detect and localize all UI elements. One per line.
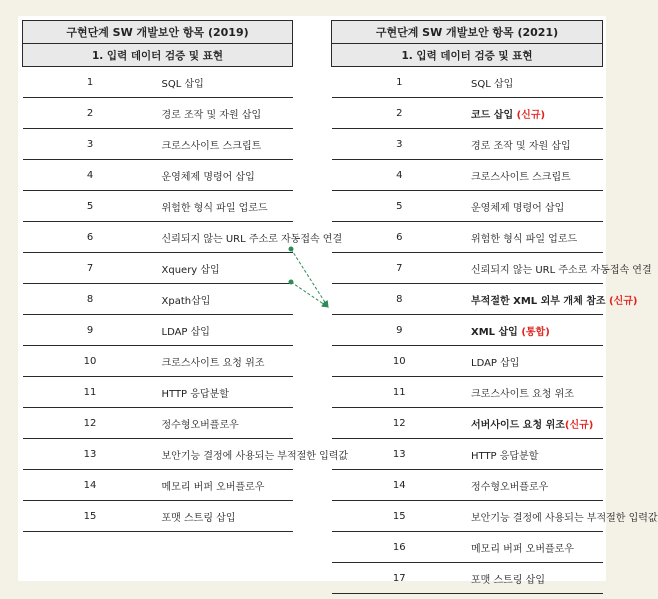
row-number: 11 [332, 377, 468, 408]
row-number: 1 [332, 67, 468, 98]
category-label-2021: 1. 입력 데이터 검증 및 표현 [332, 44, 603, 67]
item-text: Xpath삽입 [161, 295, 211, 307]
row-number: 13 [332, 439, 468, 470]
row-number: 2 [23, 98, 158, 129]
table-title-2021: 구현단계 SW 개발보안 항목 (2021) [332, 21, 603, 44]
row-number: 8 [332, 284, 468, 315]
row-number: 6 [332, 222, 468, 253]
item-text: 부적절한 XML 외부 개체 참조 [471, 295, 610, 307]
item-text: 서버사이드 요청 위조 [471, 419, 565, 431]
item-text: 경로 조작 및 자원 삽입 [471, 140, 571, 152]
row-number: 5 [332, 191, 468, 222]
category-label-2019: 1. 입력 데이터 검증 및 표현 [23, 44, 293, 67]
row-number: 12 [332, 408, 468, 439]
row-number: 10 [23, 346, 158, 377]
row-number: 11 [23, 377, 158, 408]
change-tag: (신규) [516, 109, 546, 121]
row-number: 10 [332, 346, 468, 377]
item-text: LDAP 삽입 [471, 357, 520, 369]
row-number: 17 [332, 563, 468, 594]
item-text: 보안기능 결정에 사용되는 부적절한 입력값 [161, 450, 349, 462]
item-text: SQL 삽입 [471, 78, 514, 90]
row-number: 9 [332, 315, 468, 346]
row-number: 3 [332, 129, 468, 160]
item-text: 크로스사이트 요청 위조 [161, 357, 265, 369]
change-tag: (통합) [521, 326, 550, 338]
item-text: 위험한 형식 파일 업로드 [161, 202, 268, 214]
row-number: 3 [23, 129, 158, 160]
row-number: 16 [332, 532, 468, 563]
row-number: 15 [332, 501, 468, 532]
item-text: 보안기능 결정에 사용되는 부적절한 입력값 [471, 512, 658, 524]
row-number: 1 [23, 67, 158, 98]
item-text: 운영체제 명령어 삽입 [161, 171, 255, 183]
row-number: 15 [23, 501, 158, 532]
row-number: 14 [23, 470, 158, 501]
item-text: 코드 삽입 [471, 109, 517, 121]
row-number: 2 [332, 98, 468, 129]
item-text: 정수형오버플로우 [471, 481, 549, 493]
arrow-xquery-to-xml [291, 249, 328, 307]
item-text: 신뢰되지 않는 URL 주소로 자동접속 연결 [471, 264, 652, 276]
row-number: 6 [23, 222, 158, 253]
row-number: 7 [23, 253, 158, 284]
item-text: 메모리 버퍼 오버플로우 [161, 481, 265, 493]
item-text: 포맷 스트링 삽입 [471, 574, 545, 586]
change-tag: (신규) [609, 295, 638, 307]
item-text: 운영체제 명령어 삽입 [471, 202, 565, 214]
comparison-panel [18, 16, 658, 586]
item-text: 위험한 형식 파일 업로드 [471, 233, 578, 245]
row-number: 9 [23, 315, 158, 346]
item-text: 신뢰되지 않는 URL 주소로 자동접속 연결 [161, 233, 343, 245]
item-text: HTTP 응답분할 [471, 450, 539, 462]
row-number: 4 [23, 160, 158, 191]
item-text: 크로스사이트 요청 위조 [471, 388, 574, 400]
arrow-xpath-to-xml [291, 282, 328, 307]
item-text: XML 삽입 [471, 326, 522, 338]
item-text: HTTP 응답분할 [161, 388, 229, 400]
item-text: SQL 삽입 [161, 78, 204, 90]
table-title-2019: 구현단계 SW 개발보안 항목 (2019) [23, 21, 293, 44]
row-number: 14 [332, 470, 468, 501]
item-text: 크로스사이트 스크립트 [161, 140, 262, 152]
item-text: 메모리 버퍼 오버플로우 [471, 543, 574, 555]
merge-arrows [18, 16, 606, 581]
item-text: 경로 조작 및 자원 삽입 [161, 109, 262, 121]
row-number: 8 [23, 284, 158, 315]
item-text: 크로스사이트 스크립트 [471, 171, 571, 183]
row-number: 4 [332, 160, 468, 191]
item-text: 정수형오버플로우 [161, 419, 239, 431]
row-number: 13 [23, 439, 158, 470]
row-number: 12 [23, 408, 158, 439]
item-text: LDAP 삽입 [161, 326, 210, 338]
item-text: Xquery 삽입 [161, 264, 220, 276]
change-tag: (신규) [564, 419, 594, 431]
row-number: 5 [23, 191, 158, 222]
row-number: 7 [332, 253, 468, 284]
item-text: 포맷 스트링 삽입 [161, 512, 236, 524]
